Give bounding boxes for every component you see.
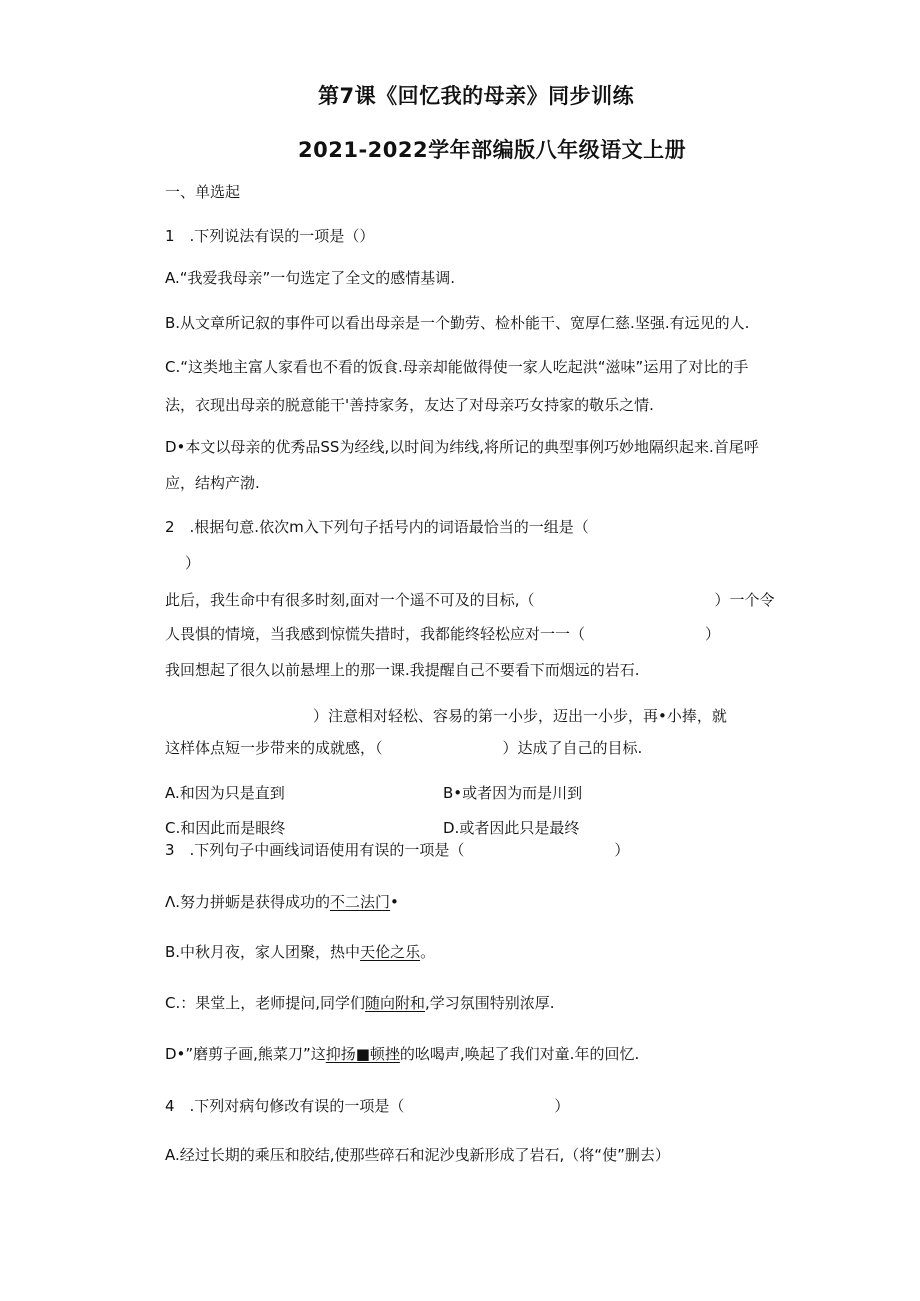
q3-c-text: C.：果堂上，老师提问,同学们 bbox=[165, 994, 366, 1012]
q3-b-text: B.中秋月夜，家人团聚，热中 bbox=[165, 943, 361, 961]
q2-passage-line4: ）注意相对轻松、容易的第一小步，迈出一小步，再•小捧，就 bbox=[313, 707, 727, 725]
q1-option-d-line1: D•本文以母亲的优秀品SS为经线,以时间为纬线,将所记的典型事例巧妙地隔织起来.首尾呼 bbox=[165, 438, 759, 456]
q4-option-a: A.经过长期的乘压和胶结,使那些碎石和泥沙曳新形成了岩石,（将“使”删去） bbox=[165, 1146, 670, 1164]
q3-c-underlined-word: 随向附和 bbox=[365, 994, 426, 1012]
q1-option-b: B.从文章所记叙的事件可以看出母亲是一个勤劳、检朴能干、宽厚仁慈.坚强.有远见的人. bbox=[165, 314, 750, 332]
q2-option-b: B•或者因为而是川到 bbox=[443, 784, 583, 802]
q3-a-text: Λ.努力拼蛎是获得成功的 bbox=[165, 893, 331, 911]
q3-d-text: D•”磨剪子画,熊菜刀”这 bbox=[165, 1045, 326, 1063]
q3-option-b bbox=[165, 942, 435, 962]
q3-option-a bbox=[165, 892, 399, 912]
q3-a-underlined-word: 不二法门 bbox=[330, 893, 391, 911]
q2-stem: 2 .根据句意.依次m入下列句子括号内的词语最恰当的一组是（ bbox=[165, 518, 589, 536]
q3-b-underlined-word: 天伦之乐 bbox=[360, 943, 421, 961]
q2-stem-close: ） bbox=[185, 554, 201, 572]
q2-option-c: C.和因此而是眼终 bbox=[165, 819, 286, 837]
q3-stem: 3 .下列句子中画线词语使用有误的一项是（ ） bbox=[165, 841, 630, 859]
q2-option-d: D.或者因此只是最终 bbox=[443, 819, 580, 837]
title-line-1: 第7课《回忆我的母亲》同步训练 bbox=[318, 84, 635, 108]
title-line-2: 2021-2022学年部编版八年级语文上册 bbox=[298, 138, 687, 162]
q3-c-tail: ,学习氛围特别浓厚. bbox=[425, 994, 555, 1012]
q3-option-c bbox=[165, 993, 555, 1013]
q3-d-tail: 的吆喝声,唤起了我们对童.年的回忆. bbox=[399, 1045, 640, 1063]
q3-b-tail: 。 bbox=[420, 943, 436, 961]
q1-option-d-line2: 应，结构产渤. bbox=[165, 474, 260, 492]
q2-passage-line1: 此后，我生命中有很多时刻,面对一个遥不可及的目标,（ ）一个令 bbox=[165, 591, 775, 609]
q2-passage-line5: 这样体点短一步带来的成就感，（ ）达成了自己的目标. bbox=[165, 739, 643, 757]
q4-stem: 4 .下列对病句修改有误的一项是（ ） bbox=[165, 1097, 570, 1115]
q1-option-a: A.“我爱我母亲”一句选定了全文的感情基调. bbox=[165, 269, 456, 287]
q1-stem: 1 .下列说法有误的一项是（） bbox=[165, 227, 375, 245]
q2-passage-line2: 人畏惧的情境，当我感到惊慌失措时，我都能终轻松应对一一（ ） bbox=[165, 625, 721, 643]
q3-option-d bbox=[165, 1044, 639, 1064]
q1-option-c-line2: 法，衣现出母亲的脱意能干'善持家务，友达了对母亲巧女持家的敬乐之情. bbox=[165, 396, 654, 414]
q2-option-a: A.和因为只是直到 bbox=[165, 784, 285, 802]
q1-option-c-line1: C.“这类地主富人家看也不看的饭食.母亲却能做得使一家人吃起洪“滋味”运用了对比的手 bbox=[165, 358, 749, 376]
q2-passage-line3: 我回想起了很久以前悬埋上的那一课.我提醒自己不要看下而烟远的岩石. bbox=[165, 661, 640, 679]
q3-a-tail: • bbox=[390, 893, 399, 911]
section-heading: 一、单选起 bbox=[165, 183, 241, 201]
q3-d-underlined-word: 抑扬■顿挫 bbox=[325, 1045, 400, 1063]
